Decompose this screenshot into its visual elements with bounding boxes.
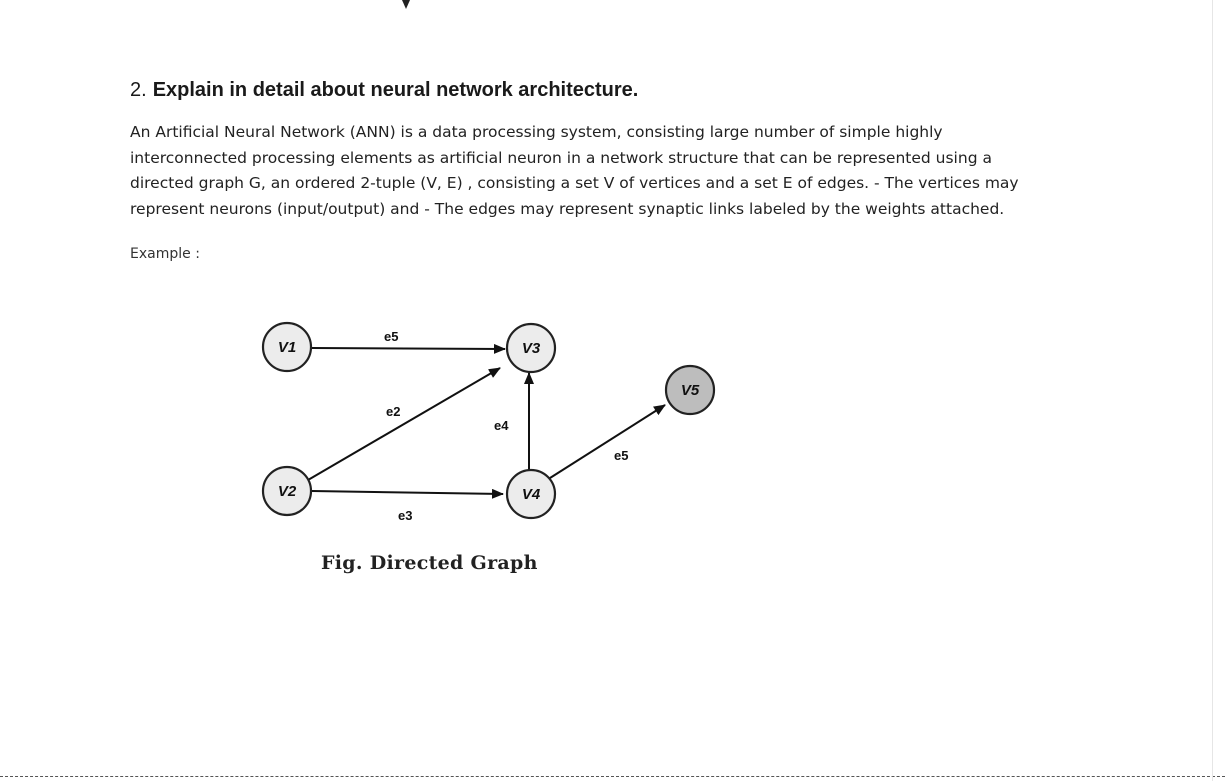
question-number: 2. [130,79,147,101]
edge-label-v4-v5: e5 [614,448,629,463]
paragraph-line: directed graph G, an ordered 2-tuple (V, E) , consisting a set V of vertices and a set E of edges. - The vertices may [130,174,1019,192]
node-v5 [666,366,714,414]
node-label-v3: V3 [521,340,541,357]
edge-label-v4-v3: e4 [494,418,509,433]
edge-v2-v3 [308,368,500,480]
edge-label-v1-v3: e5 [384,329,399,344]
edge-label-v2-v4: e3 [398,508,413,523]
node-label-v4: V4 [521,486,541,503]
node-label-v2: V2 [277,483,297,500]
paragraph-line: interconnected processing elements as artificial neuron in a network structure that can be represented using a [130,148,992,167]
node-label-v5: V5 [680,382,700,399]
node-label-v1: V1 [277,339,297,356]
node-v1 [263,323,311,371]
page-bottom-rule [0,776,1225,777]
edge-v4-v5 [550,405,665,478]
edge-v2-v4 [312,491,503,494]
figure-caption: Fig. Directed Graph [321,552,538,574]
edge-v1-v3 [312,348,505,349]
node-v4 [507,470,555,518]
paragraph-line: An Artificial Neural Network (ANN) is a data processing system, consisting large number of simple highly [130,123,943,141]
edge-label-v2-v3: e2 [386,404,401,419]
node-v3 [507,324,555,372]
paragraph-line: represent neurons (input/output) and - The edges may represent synaptic links labeled by the weights attached. [130,199,1005,218]
question-title: Explain in detail about neural network architecture. [152,79,639,101]
example-label: Example : [130,246,200,262]
page-right-edge [1212,0,1213,781]
node-v2 [263,467,311,515]
